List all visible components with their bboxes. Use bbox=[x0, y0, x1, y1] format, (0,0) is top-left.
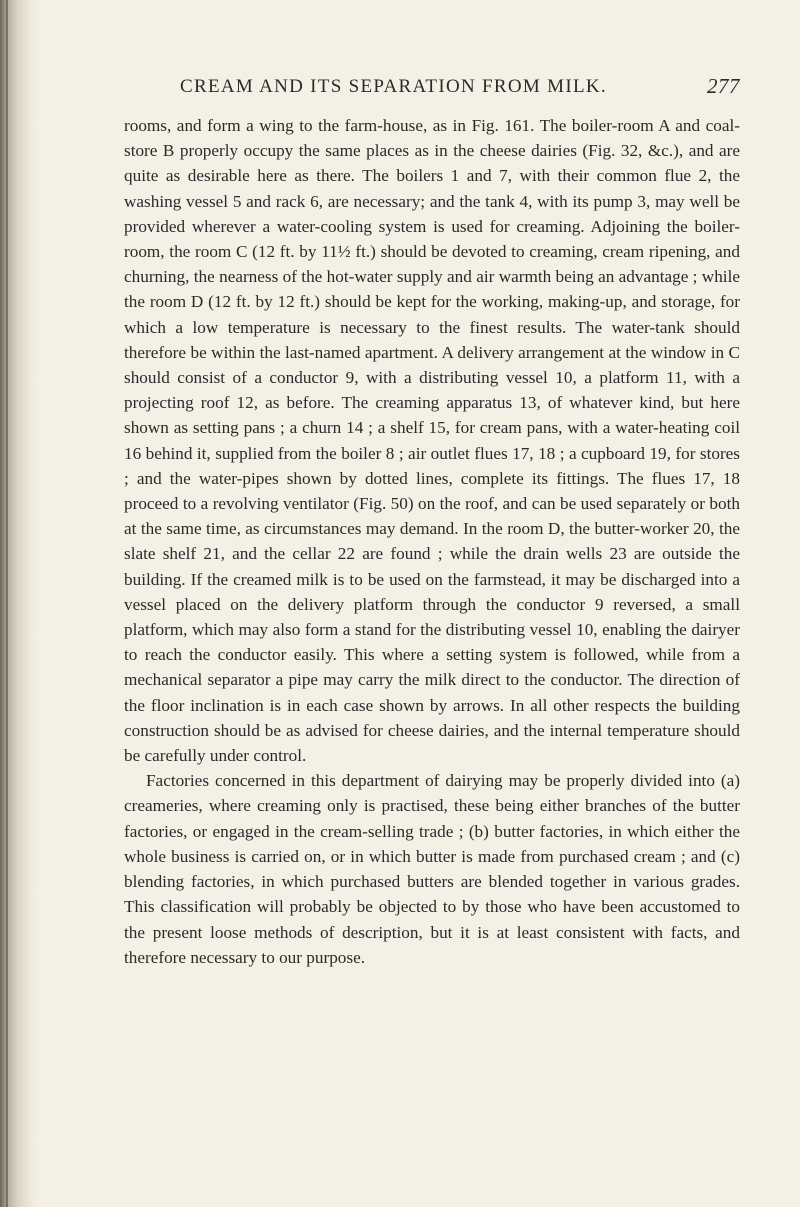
binding-shadow-line bbox=[6, 0, 8, 1207]
running-title: CREAM AND ITS SEPARATION FROM MILK. bbox=[180, 76, 607, 97]
paragraph-2: Factories concerned in this department of dairying may be properly divided into (a) creameries, where creaming only is practised, these being either branches of the butter factories, or engaged in the cream-selling trade ; (b) butter factories, in which either the whole business is carried on, or in which butter is made from purchased cream ; and (c) blending factories, in which purchased butters are blended together in various grades. This classification will probably be objected to by those who have been accustomed to the present loose methods of description, but it is at least consistent with facts, and therefore necessary to our purpose. bbox=[124, 771, 740, 967]
page-header bbox=[180, 76, 740, 104]
paragraph-1: rooms, and form a wing to the farm-house, as in Fig. 161. The boiler-room A and coal-store B properly occupy the same places as in the cheese dairies (Fig. 32, &c.), and are quite as desirable here as there. The boilers 1 and 7, with their common flue 2, the washing vessel 5 and rack 6, are necessary; and the tank 4, with its pump 3, may well be provided wherever a water-cooling system is used for creaming. Adjoining the boiler-room, the room C (12 ft. by 11½ ft.) should be devoted to creaming, cream ripening, and churning, the nearness of the hot-water supply and air warmth being an advantage ; while the room D (12 ft. by 12 ft.) should be kept for the working, making-up, and storage, for which a low temperature is necessary to the finest results. The water-tank should therefore be within the last-named apartment. A delivery arrangement at the window in C should consist of a conductor 9, with a distributing vessel 10, a platform 11, with a projecting roof 12, as before. The creaming apparatus 13, of whatever kind, but here shown as setting pans ; a churn 14 ; a shelf 15, for cream pans, with a water-heating coil 16 behind it, supplied from the boiler 8 ; air outlet flues 17, 18 ; a cupboard 19, for stores ; and the water-pipes shown by dotted lines, complete its fittings. The flues 17, 18 proceed to a revolving ventilator (Fig. 50) on the roof, and can be used separately or both at the same time, as circumstances may demand. In the room D, the butter-worker 20, the slate shelf 21, and the cellar 22 are found ; while the drain wells 23 are outside the building. If the creamed milk is to be used on the farmstead, it may be discharged into a vessel placed on the delivery platform through the conductor 9 reversed, a small platform, which may also form a stand for the distributing vessel 10, enabling the dairyer to reach the conductor easily. This where a setting system is followed, while from a mechanical separator a pipe may carry the milk direct to the conductor. The direction of the floor inclination is in each case shown by arrows. In all other respects the building construction should be as advised for cheese dairies, and the internal temperature should be carefully under control. bbox=[124, 116, 740, 766]
body-text bbox=[124, 113, 740, 970]
page-number: 277 bbox=[707, 74, 740, 98]
book-binding-edge bbox=[0, 0, 38, 1207]
